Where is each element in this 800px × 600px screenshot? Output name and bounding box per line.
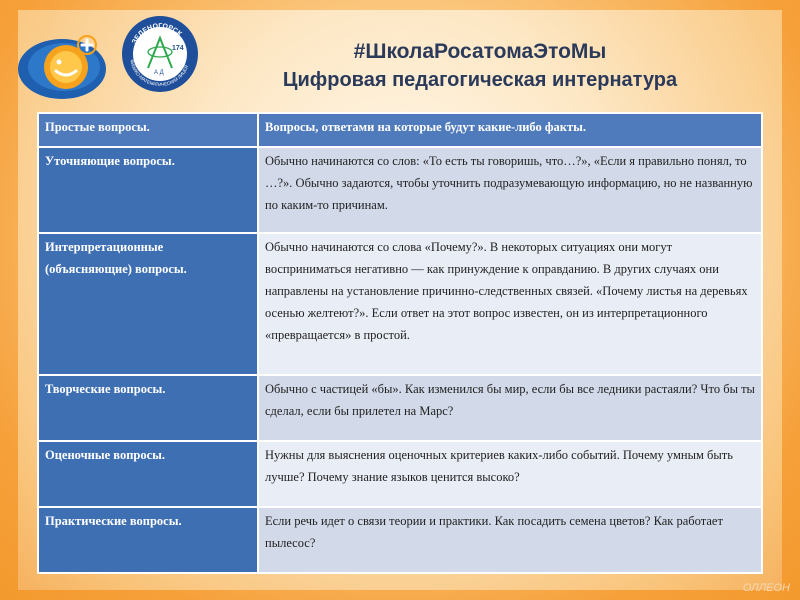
title-subtitle: Цифровая педагогическая интернатура <box>282 69 678 91</box>
svg-text:А Д: А Д <box>154 70 164 76</box>
row-desc-cell: Обычно начинаются со слова «Почему?». В некоторых ситуациях они могут восприниматься негативно — как принуждение к оправданию. В других случаях они направлены на установление причинно-следственных связей. «Почему листья на деревьях осенью желтеют?». Если ответ на этот вопрос известен, он из интерпретационного «превращается» в простой. <box>258 233 762 375</box>
row-desc-cell: Нужны для выяснения оценочных критериев каких-либо событий. Почему умным быть лучше? Почему знание языков ценится высоко? <box>258 441 762 507</box>
table-row <box>38 375 762 441</box>
table-row <box>38 233 762 375</box>
watermark-text: ОЛЛЕОН <box>742 582 790 594</box>
row-type-cell: Творческие вопросы. <box>38 375 258 441</box>
row-type-cell: Уточняющие вопросы. <box>38 147 258 233</box>
table-header-cell-type: Простые вопросы. <box>38 113 258 147</box>
title-hashtag: #ШколаРосатомаЭтоМы <box>353 40 607 63</box>
table-header-cell-desc: Вопросы, ответами на которые будут какие-либо факты. <box>258 113 762 147</box>
row-type-cell: Интерпретационные (объясняющие) вопросы. <box>38 233 258 375</box>
row-desc-cell: Обычно с частицей «бы». Как изменился бы мир, если бы все ледники растаяли? Что бы ты сделал, если бы прилетел на Марс? <box>258 375 762 441</box>
row-desc-cell: Если речь идет о связи теории и практики. Как посадить семена цветов? Как работает пылесос? <box>258 507 762 573</box>
table-row <box>38 441 762 507</box>
table-header-row <box>38 113 762 147</box>
question-types-table <box>37 112 763 574</box>
slide-title <box>200 38 760 94</box>
row-type-cell: Оценочные вопросы. <box>38 441 258 507</box>
row-desc-cell: Обычно начинаются со слов: «То есть ты говоришь, что…?», «Если я правильно понял, то …?». Обычно задаются, чтобы уточнить подразумевающую информацию, но не названную по каким-то причинам. <box>258 147 762 233</box>
svg-text:174: 174 <box>172 45 184 52</box>
svg-text:ФИЗИКО-МАТЕМАТИЧЕСКИЙ ЛИЦЕЙ: ФИЗИКО-МАТЕМАТИЧЕСКИЙ ЛИЦЕЙ <box>129 59 190 88</box>
table-row <box>38 507 762 573</box>
svg-text:ЗЕЛЕНОГОРСК: ЗЕЛЕНОГОРСК <box>131 22 183 46</box>
school-emblem-logo-icon <box>120 14 200 94</box>
smile-swirl-logo-icon <box>14 25 114 105</box>
row-type-cell: Практические вопросы. <box>38 507 258 573</box>
table-row <box>38 147 762 233</box>
